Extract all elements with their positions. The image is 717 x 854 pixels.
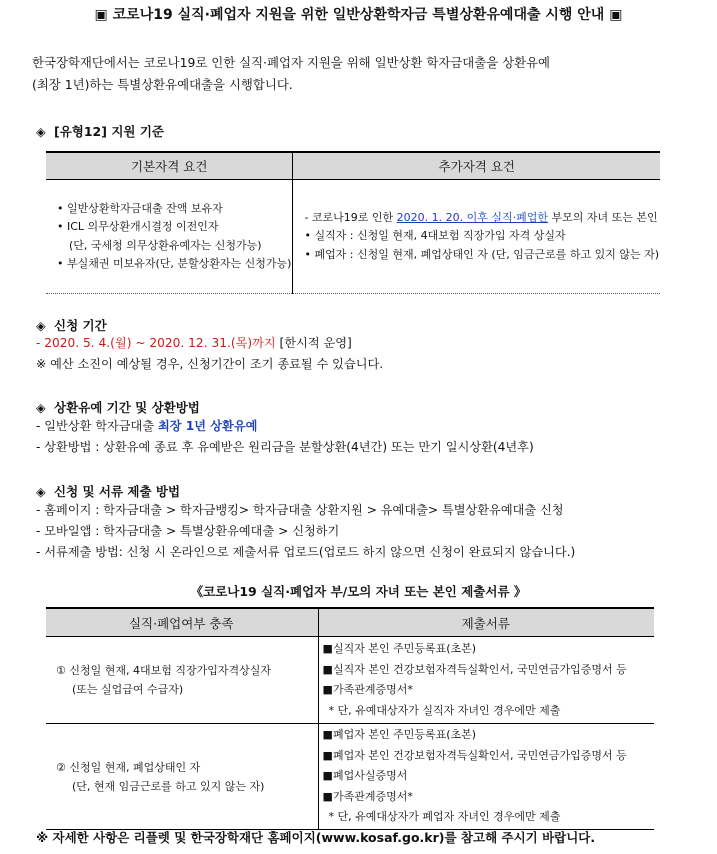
docs-col1-header: 실직·폐업여부 충족: [46, 608, 318, 637]
extra-requirements-cell: [293, 180, 660, 294]
condition-line: (또는 실업급여 수급자): [72, 683, 184, 696]
criteria-col2-header: 추가자격 요건: [293, 152, 660, 180]
diamond-bullet-icon: ◈: [36, 124, 46, 139]
basic-item: • 부실채권 미보유자(단, 분할상환자는 신청가능): [57, 257, 292, 270]
doc-item: ■가족관계증명서*: [322, 789, 413, 803]
docs-table: [46, 607, 654, 830]
repay-line-1: [36, 417, 257, 434]
doc-item: ■가족관계증명서*: [322, 683, 413, 696]
apply-heading-text: 신청 및 서류 제출 방법: [54, 484, 181, 499]
period-note: [한시적 운영]: [275, 336, 352, 350]
doc-note: * 단, 유예대상자가 실직자 자녀인 경우에만 제출: [328, 703, 561, 717]
diamond-bullet-icon: ◈: [36, 318, 46, 333]
intro-paragraph: [32, 52, 692, 96]
period-dates-text: 2020. 5. 4.(월) ~ 2020. 12. 31.(목)까지: [44, 336, 276, 350]
table-row: [46, 724, 654, 830]
diamond-bullet-icon: ◈: [36, 400, 46, 415]
basic-item: (단, 국세청 의무상환유예자는 신청가능): [69, 238, 262, 252]
intro-line-2: (최장 1년)하는 특별상환유예대출을 시행합니다.: [32, 77, 293, 92]
basic-requirements-cell: [46, 180, 293, 294]
doc-item: ■폐업자 본인 주민등록표(초본): [322, 728, 477, 742]
docs-title: 《코로나19 실직·폐업자 부/모의 자녀 또는 본인 제출서류 》: [190, 584, 527, 599]
period-dates: [36, 334, 352, 351]
basic-item: • ICL 의무상환개시결정 이전인자: [57, 220, 219, 233]
repay-heading-text: 상환유예 기간 및 상환방법: [54, 400, 200, 415]
repay-heading: [36, 398, 200, 416]
unemployed-condition-cell: [46, 637, 318, 724]
criteria-heading: [36, 122, 164, 140]
diamond-bullet-icon: ◈: [36, 484, 46, 499]
apply-line-mobile: - 모바일앱 : 학자금대출 > 특별상환유예대출 > 신청하기: [36, 524, 340, 538]
extra-item-text: 부모의 자녀 또는 본인: [548, 210, 658, 224]
doc-item: ■폐업자 본인 건강보험자격득실확인서, 국민연금가입증명서 등: [322, 748, 627, 762]
doc-item: ■실직자 본인 건강보험자격득실확인서, 국민연금가입증명서 등: [322, 662, 627, 676]
condition-line: ② 신청일 현재, 폐업상태인 자: [56, 760, 201, 774]
period-dash: -: [36, 336, 45, 350]
table-row: [46, 637, 654, 724]
docs-col2-header: 제출서류: [318, 608, 654, 637]
repay-max-term: 최장 1년 상환유예: [157, 419, 258, 433]
unemployed-docs-cell: [318, 637, 654, 724]
criteria-col1-header: 기본자격 요건: [46, 152, 293, 180]
extra-item: [304, 209, 659, 228]
extra-item: • 폐업자 : 신청일 현재, 폐업상태인 자 (단, 임금근로를 하고 있지 않는 자): [304, 247, 660, 261]
period-heading: [36, 316, 107, 334]
basic-item: • 일반상환학자금대출 잔액 보유자: [57, 201, 223, 215]
footer-note: ※ 자세한 사항은 리플렛 및 한국장학재단 홈페이지(www.kosaf.go.kr)를 참고해 주시기 바랍니다.: [36, 830, 596, 845]
period-warning: ※ 예산 소진이 예상될 경우, 신청기간이 조기 종료될 수 있습니다.: [36, 357, 384, 371]
intro-line-1: 한국장학재단에서는 코로나19로 인한 실직·폐업자 지원을 위해 일반상환 학자금대출을 상환유예: [32, 55, 551, 70]
closed-business-condition-cell: [46, 724, 318, 830]
doc-item: ■실직자 본인 주민등록표(초본): [322, 642, 477, 655]
period-heading-text: 신청 기간: [54, 318, 107, 333]
criteria-table: [46, 151, 660, 294]
doc-item: ■폐업사실증명서: [322, 769, 408, 783]
extra-item: • 실직자 : 신청일 현재, 4대보험 직장가입 자격 상실자: [304, 229, 566, 243]
apply-line-upload: - 서류제출 방법: 신청 시 온라인으로 제출서류 업로드(업로드 하지 않으면 신청이 완료되지 않습니다.): [36, 545, 576, 559]
repay-line-1-text: - 일반상환 학자금대출: [36, 419, 158, 433]
apply-heading: [36, 482, 180, 500]
criteria-heading-text: [유형12] 지원 기준: [54, 124, 164, 139]
page-title: ▣ 코로나19 실직·폐업자 지원을 위한 일반상환학자금 특별상환유예대출 시행 안내 ▣: [94, 7, 623, 23]
repay-line-2: - 상환방법 : 상환유예 종료 후 유예받은 원리금을 분할상환(4년간) 또는 만기 일시상환(4년후): [36, 440, 534, 454]
extra-item-text: - 코로나19로 인한: [304, 210, 397, 224]
condition-line: (단, 현재 임금근로를 하고 있지 않는 자): [72, 779, 265, 793]
doc-note: * 단, 유예대상자가 폐업자 자녀인 경우에만 제출: [328, 810, 561, 824]
apply-line-homepage: - 홈페이지 : 학자금대출 > 학자금뱅킹> 학자금대출 상환지원 > 유예대출> 특별상환유예대출 신청: [36, 503, 564, 517]
condition-line: ① 신청일 현재, 4대보험 직장가입자격상실자: [56, 664, 271, 677]
date-highlight-link: 2020. 1. 20. 이후 실직·폐업한: [396, 210, 549, 224]
closed-business-docs-cell: [318, 724, 654, 830]
